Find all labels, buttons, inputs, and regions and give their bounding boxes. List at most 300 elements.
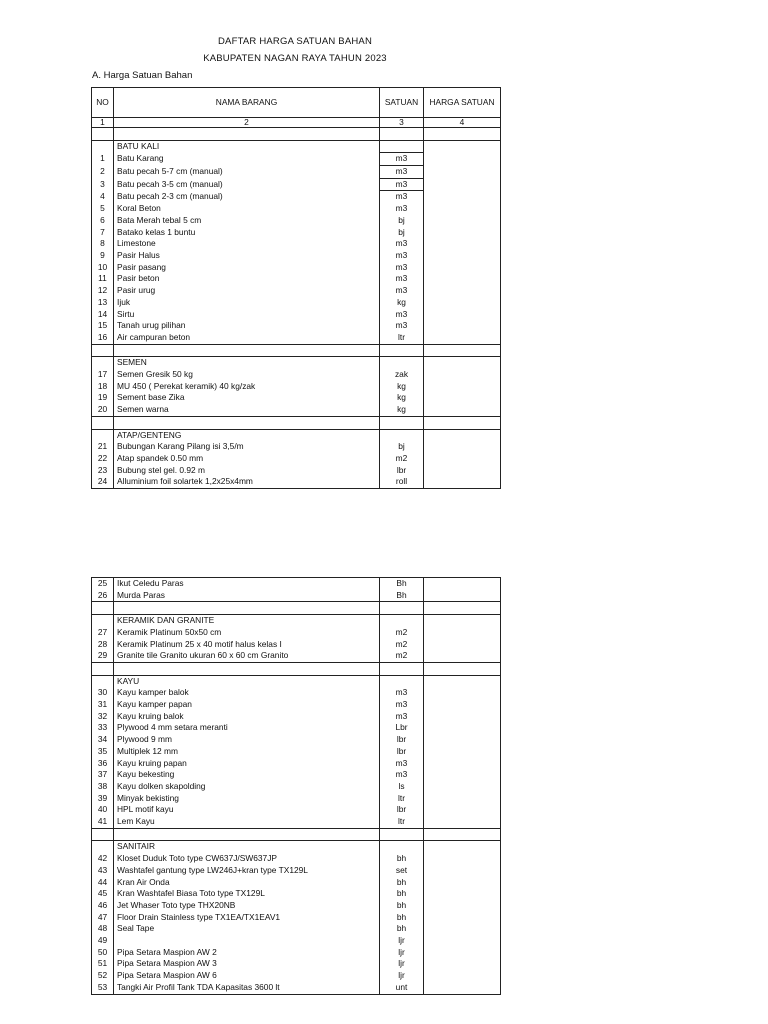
item-price — [424, 982, 501, 994]
table-row — [92, 203, 501, 215]
header-price: HARGA SATUAN — [424, 88, 501, 118]
item-price — [424, 888, 501, 900]
item-number: 35 — [92, 746, 114, 758]
spacer-row — [92, 416, 501, 429]
item-name: Ijuk — [114, 297, 380, 309]
item-unit: m3 — [380, 273, 424, 285]
item-number: 27 — [92, 627, 114, 639]
item-price — [424, 297, 501, 309]
table-row — [92, 262, 501, 274]
table-row — [92, 853, 501, 865]
item-unit: m3 — [380, 711, 424, 723]
item-name: Kayu dolken skapolding — [114, 781, 380, 793]
item-name: Granite tile Granito ukuran 60 x 60 cm Granito — [114, 650, 380, 662]
item-price — [424, 465, 501, 477]
table-row — [92, 309, 501, 321]
item-unit: m2 — [380, 650, 424, 662]
table-body — [92, 128, 501, 489]
table-row — [92, 982, 501, 994]
item-price — [424, 877, 501, 889]
item-name — [114, 828, 380, 841]
item-name — [114, 416, 380, 429]
item-price — [424, 441, 501, 453]
item-name — [114, 602, 380, 615]
item-number: 13 — [92, 297, 114, 309]
table-row — [92, 935, 501, 947]
item-name: Kran Washtafel Biasa Toto type TX129L — [114, 888, 380, 900]
item-price — [424, 639, 501, 651]
item-price — [424, 853, 501, 865]
item-unit: m3 — [380, 687, 424, 699]
item-price — [424, 722, 501, 734]
item-unit — [380, 128, 424, 141]
item-name — [114, 662, 380, 675]
item-price — [424, 781, 501, 793]
table-row — [92, 912, 501, 924]
item-unit — [380, 662, 424, 675]
item-name: Ikut Celedu Paras — [114, 578, 380, 590]
table-row — [92, 650, 501, 662]
item-price — [424, 140, 501, 153]
item-number: 7 — [92, 227, 114, 239]
item-name: Bata Merah tebal 5 cm — [114, 215, 380, 227]
item-number — [92, 675, 114, 687]
item-price — [424, 191, 501, 203]
item-number: 39 — [92, 793, 114, 805]
table-row — [92, 711, 501, 723]
item-number: 6 — [92, 215, 114, 227]
table-row — [92, 722, 501, 734]
item-number: 2 — [92, 166, 114, 179]
item-unit: m3 — [380, 203, 424, 215]
item-number — [92, 841, 114, 853]
item-price — [424, 453, 501, 465]
item-name: Murda Paras — [114, 590, 380, 602]
item-number — [92, 416, 114, 429]
item-number: 16 — [92, 332, 114, 344]
item-number: 19 — [92, 392, 114, 404]
item-number — [92, 615, 114, 627]
item-unit — [380, 344, 424, 357]
item-unit: lbr — [380, 734, 424, 746]
index-cell: 3 — [380, 118, 424, 128]
item-name: Multiplek 12 mm — [114, 746, 380, 758]
item-name: Tangki Air Profil Tank TDA Kapasitas 3600 lt — [114, 982, 380, 994]
item-number: 36 — [92, 758, 114, 770]
item-price — [424, 970, 501, 982]
item-price — [424, 357, 501, 369]
item-number: 30 — [92, 687, 114, 699]
item-number — [92, 344, 114, 357]
item-unit: zak — [380, 369, 424, 381]
item-unit: m3 — [380, 769, 424, 781]
item-number: 48 — [92, 923, 114, 935]
item-unit: m2 — [380, 627, 424, 639]
item-price — [424, 758, 501, 770]
item-unit: m3 — [380, 320, 424, 332]
item-number: 33 — [92, 722, 114, 734]
item-name: Pasir beton — [114, 273, 380, 285]
item-unit — [380, 429, 424, 441]
item-name: Kayu bekesting — [114, 769, 380, 781]
item-name: Pasir urug — [114, 285, 380, 297]
item-number: 12 — [92, 285, 114, 297]
item-name: SANITAIR — [114, 841, 380, 853]
header-no: NO — [92, 88, 114, 118]
spacer-row — [92, 828, 501, 841]
item-name: Sement base Zika — [114, 392, 380, 404]
section-heading: A. Harga Satuan Bahan — [92, 70, 193, 81]
item-name: Kran Air Onda — [114, 877, 380, 889]
item-number: 29 — [92, 650, 114, 662]
item-price — [424, 804, 501, 816]
price-table-part-1 — [91, 87, 501, 489]
item-price — [424, 369, 501, 381]
item-unit: Bh — [380, 578, 424, 590]
spacer-row — [92, 602, 501, 615]
item-unit: roll — [380, 476, 424, 488]
table-row — [92, 465, 501, 477]
item-unit: bh — [380, 923, 424, 935]
item-unit: lbr — [380, 465, 424, 477]
table-row — [92, 178, 501, 191]
table-body — [92, 578, 501, 995]
item-price — [424, 675, 501, 687]
item-name: Kayu kruing balok — [114, 711, 380, 723]
column-index-row — [92, 118, 501, 128]
item-unit: lbr — [380, 746, 424, 758]
item-number — [92, 662, 114, 675]
item-number: 15 — [92, 320, 114, 332]
item-name: Keramik Platinum 25 x 40 motif halus kelas I — [114, 639, 380, 651]
item-number: 52 — [92, 970, 114, 982]
item-number: 24 — [92, 476, 114, 488]
item-price — [424, 662, 501, 675]
item-name: Sirtu — [114, 309, 380, 321]
item-number: 42 — [92, 853, 114, 865]
item-price — [424, 923, 501, 935]
item-number — [92, 429, 114, 441]
item-unit — [380, 416, 424, 429]
item-unit: ltr — [380, 816, 424, 828]
table-header-row — [92, 88, 501, 118]
item-unit — [380, 675, 424, 687]
item-price — [424, 947, 501, 959]
item-price — [424, 615, 501, 627]
item-name: Batu Karang — [114, 153, 380, 166]
item-price — [424, 227, 501, 239]
table-row — [92, 369, 501, 381]
item-unit: ljr — [380, 970, 424, 982]
item-number: 23 — [92, 465, 114, 477]
item-price — [424, 320, 501, 332]
item-unit: ltr — [380, 793, 424, 805]
item-number: 21 — [92, 441, 114, 453]
item-price — [424, 900, 501, 912]
item-name — [114, 344, 380, 357]
item-price — [424, 262, 501, 274]
table-row — [92, 699, 501, 711]
item-price — [424, 128, 501, 141]
item-price — [424, 332, 501, 344]
item-price — [424, 238, 501, 250]
item-number: 3 — [92, 178, 114, 191]
item-number: 5 — [92, 203, 114, 215]
item-unit: bh — [380, 888, 424, 900]
item-name: Batu pecah 2-3 cm (manual) — [114, 191, 380, 203]
item-name: Keramik Platinum 50x50 cm — [114, 627, 380, 639]
item-name: Koral Beton — [114, 203, 380, 215]
table-row — [92, 816, 501, 828]
item-name: Bubung stel gel. 0.92 m — [114, 465, 380, 477]
item-number: 14 — [92, 309, 114, 321]
item-price — [424, 578, 501, 590]
table-row — [92, 923, 501, 935]
item-unit: bh — [380, 912, 424, 924]
item-name: Atap spandek 0.50 mm — [114, 453, 380, 465]
item-name: Floor Drain Stainless type TX1EA/TX1EAV1 — [114, 912, 380, 924]
item-unit — [380, 828, 424, 841]
item-name — [114, 128, 380, 141]
item-name: Semen warna — [114, 404, 380, 416]
item-name: Seal Tape — [114, 923, 380, 935]
item-name: Air campuran beton — [114, 332, 380, 344]
item-number: 53 — [92, 982, 114, 994]
item-number: 47 — [92, 912, 114, 924]
item-unit: m3 — [380, 191, 424, 203]
item-name: KERAMIK DAN GRANITE — [114, 615, 380, 627]
item-price — [424, 627, 501, 639]
item-price — [424, 958, 501, 970]
item-price — [424, 215, 501, 227]
table-row — [92, 320, 501, 332]
item-number: 50 — [92, 947, 114, 959]
item-name: Kayu kruing papan — [114, 758, 380, 770]
item-unit — [380, 140, 424, 153]
item-name: Semen Gresik 50 kg — [114, 369, 380, 381]
category-row — [92, 140, 501, 153]
item-number: 8 — [92, 238, 114, 250]
item-name: Bubungan Karang Pilang isi 3,5/m — [114, 441, 380, 453]
item-number: 43 — [92, 865, 114, 877]
item-price — [424, 344, 501, 357]
table-row — [92, 297, 501, 309]
item-price — [424, 793, 501, 805]
item-number: 18 — [92, 381, 114, 393]
item-price — [424, 285, 501, 297]
item-unit — [380, 602, 424, 615]
item-price — [424, 816, 501, 828]
item-name: KAYU — [114, 675, 380, 687]
item-price — [424, 178, 501, 191]
item-unit: m3 — [380, 699, 424, 711]
item-number: 11 — [92, 273, 114, 285]
table-row — [92, 273, 501, 285]
table-row — [92, 758, 501, 770]
spacer-row — [92, 344, 501, 357]
table-row — [92, 590, 501, 602]
item-name: Pipa Setara Maspion AW 2 — [114, 947, 380, 959]
item-number: 45 — [92, 888, 114, 900]
price-table-part-2 — [91, 577, 501, 995]
table-row — [92, 191, 501, 203]
item-price — [424, 746, 501, 758]
category-row — [92, 675, 501, 687]
item-unit: kg — [380, 381, 424, 393]
table-row — [92, 453, 501, 465]
item-number — [92, 602, 114, 615]
item-number: 9 — [92, 250, 114, 262]
index-cell: 1 — [92, 118, 114, 128]
item-unit: ljr — [380, 947, 424, 959]
item-price — [424, 687, 501, 699]
table-row — [92, 804, 501, 816]
table-row — [92, 687, 501, 699]
item-name: HPL motif kayu — [114, 804, 380, 816]
table-row — [92, 888, 501, 900]
item-price — [424, 828, 501, 841]
item-unit: ljr — [380, 958, 424, 970]
table-row — [92, 793, 501, 805]
item-number: 44 — [92, 877, 114, 889]
item-name: Kayu kamper papan — [114, 699, 380, 711]
spacer-row — [92, 128, 501, 141]
table-row — [92, 578, 501, 590]
table-row — [92, 166, 501, 179]
item-number: 37 — [92, 769, 114, 781]
item-name: Pipa Setara Maspion AW 3 — [114, 958, 380, 970]
table-row — [92, 877, 501, 889]
item-unit: m3 — [380, 285, 424, 297]
item-price — [424, 166, 501, 179]
item-unit: m3 — [380, 238, 424, 250]
document-subtitle-region: KABUPATEN NAGAN RAYA TAHUN 2023 — [203, 53, 387, 64]
item-unit: lbr — [380, 804, 424, 816]
item-name: Batu pecah 3-5 cm (manual) — [114, 178, 380, 191]
table-row — [92, 947, 501, 959]
item-unit: bh — [380, 853, 424, 865]
table-row — [92, 227, 501, 239]
item-unit: set — [380, 865, 424, 877]
item-unit: bh — [380, 877, 424, 889]
item-price — [424, 841, 501, 853]
item-price — [424, 250, 501, 262]
item-number: 34 — [92, 734, 114, 746]
item-unit: m3 — [380, 758, 424, 770]
table-row — [92, 476, 501, 488]
item-name: ATAP/GENTENG — [114, 429, 380, 441]
item-name — [114, 935, 380, 947]
item-number — [92, 140, 114, 153]
item-price — [424, 153, 501, 166]
item-price — [424, 392, 501, 404]
item-number: 4 — [92, 191, 114, 203]
item-number: 41 — [92, 816, 114, 828]
table-row — [92, 865, 501, 877]
item-unit: m3 — [380, 262, 424, 274]
item-price — [424, 404, 501, 416]
item-price — [424, 650, 501, 662]
item-price — [424, 699, 501, 711]
table-row — [92, 627, 501, 639]
item-name: Jet Whaser Toto type THX20NB — [114, 900, 380, 912]
item-unit: m3 — [380, 178, 424, 191]
item-price — [424, 734, 501, 746]
item-name: Limestone — [114, 238, 380, 250]
table-row — [92, 970, 501, 982]
table-row — [92, 332, 501, 344]
item-price — [424, 711, 501, 723]
table-row — [92, 153, 501, 166]
item-unit: bj — [380, 227, 424, 239]
item-price — [424, 309, 501, 321]
table-row — [92, 781, 501, 793]
item-name: Batu pecah 5-7 cm (manual) — [114, 166, 380, 179]
item-name: Pasir Halus — [114, 250, 380, 262]
table-row — [92, 734, 501, 746]
item-price — [424, 203, 501, 215]
table-row — [92, 900, 501, 912]
item-unit: Bh — [380, 590, 424, 602]
item-number: 10 — [92, 262, 114, 274]
table-row — [92, 238, 501, 250]
item-unit — [380, 615, 424, 627]
header-name: NAMA BARANG — [114, 88, 380, 118]
item-unit: kg — [380, 392, 424, 404]
item-number: 49 — [92, 935, 114, 947]
item-number: 31 — [92, 699, 114, 711]
item-number — [92, 828, 114, 841]
item-number: 46 — [92, 900, 114, 912]
category-row — [92, 429, 501, 441]
item-name: Plywood 9 mm — [114, 734, 380, 746]
document-title: DAFTAR HARGA SATUAN BAHAN — [217, 36, 373, 47]
item-name: Batako kelas 1 buntu — [114, 227, 380, 239]
item-name: Washtafel gantung type LW246J+kran type TX129L — [114, 865, 380, 877]
item-unit: m3 — [380, 309, 424, 321]
table-row — [92, 769, 501, 781]
category-row — [92, 357, 501, 369]
item-price — [424, 935, 501, 947]
item-name: SEMEN — [114, 357, 380, 369]
table-row — [92, 441, 501, 453]
item-name: Kayu kamper balok — [114, 687, 380, 699]
item-unit: m2 — [380, 453, 424, 465]
spacer-row — [92, 662, 501, 675]
item-unit: ljr — [380, 935, 424, 947]
item-price — [424, 912, 501, 924]
table-row — [92, 250, 501, 262]
index-cell: 2 — [114, 118, 380, 128]
item-number: 28 — [92, 639, 114, 651]
index-cell: 4 — [424, 118, 501, 128]
item-price — [424, 602, 501, 615]
item-number: 1 — [92, 153, 114, 166]
item-number — [92, 357, 114, 369]
table-row — [92, 381, 501, 393]
item-price — [424, 590, 501, 602]
item-name: MU 450 ( Perekat keramik) 40 kg/zak — [114, 381, 380, 393]
item-unit: ls — [380, 781, 424, 793]
item-name: Pasir pasang — [114, 262, 380, 274]
item-price — [424, 769, 501, 781]
item-unit — [380, 841, 424, 853]
item-price — [424, 416, 501, 429]
item-unit: m3 — [380, 166, 424, 179]
item-unit: bj — [380, 215, 424, 227]
table-row — [92, 285, 501, 297]
item-number: 32 — [92, 711, 114, 723]
